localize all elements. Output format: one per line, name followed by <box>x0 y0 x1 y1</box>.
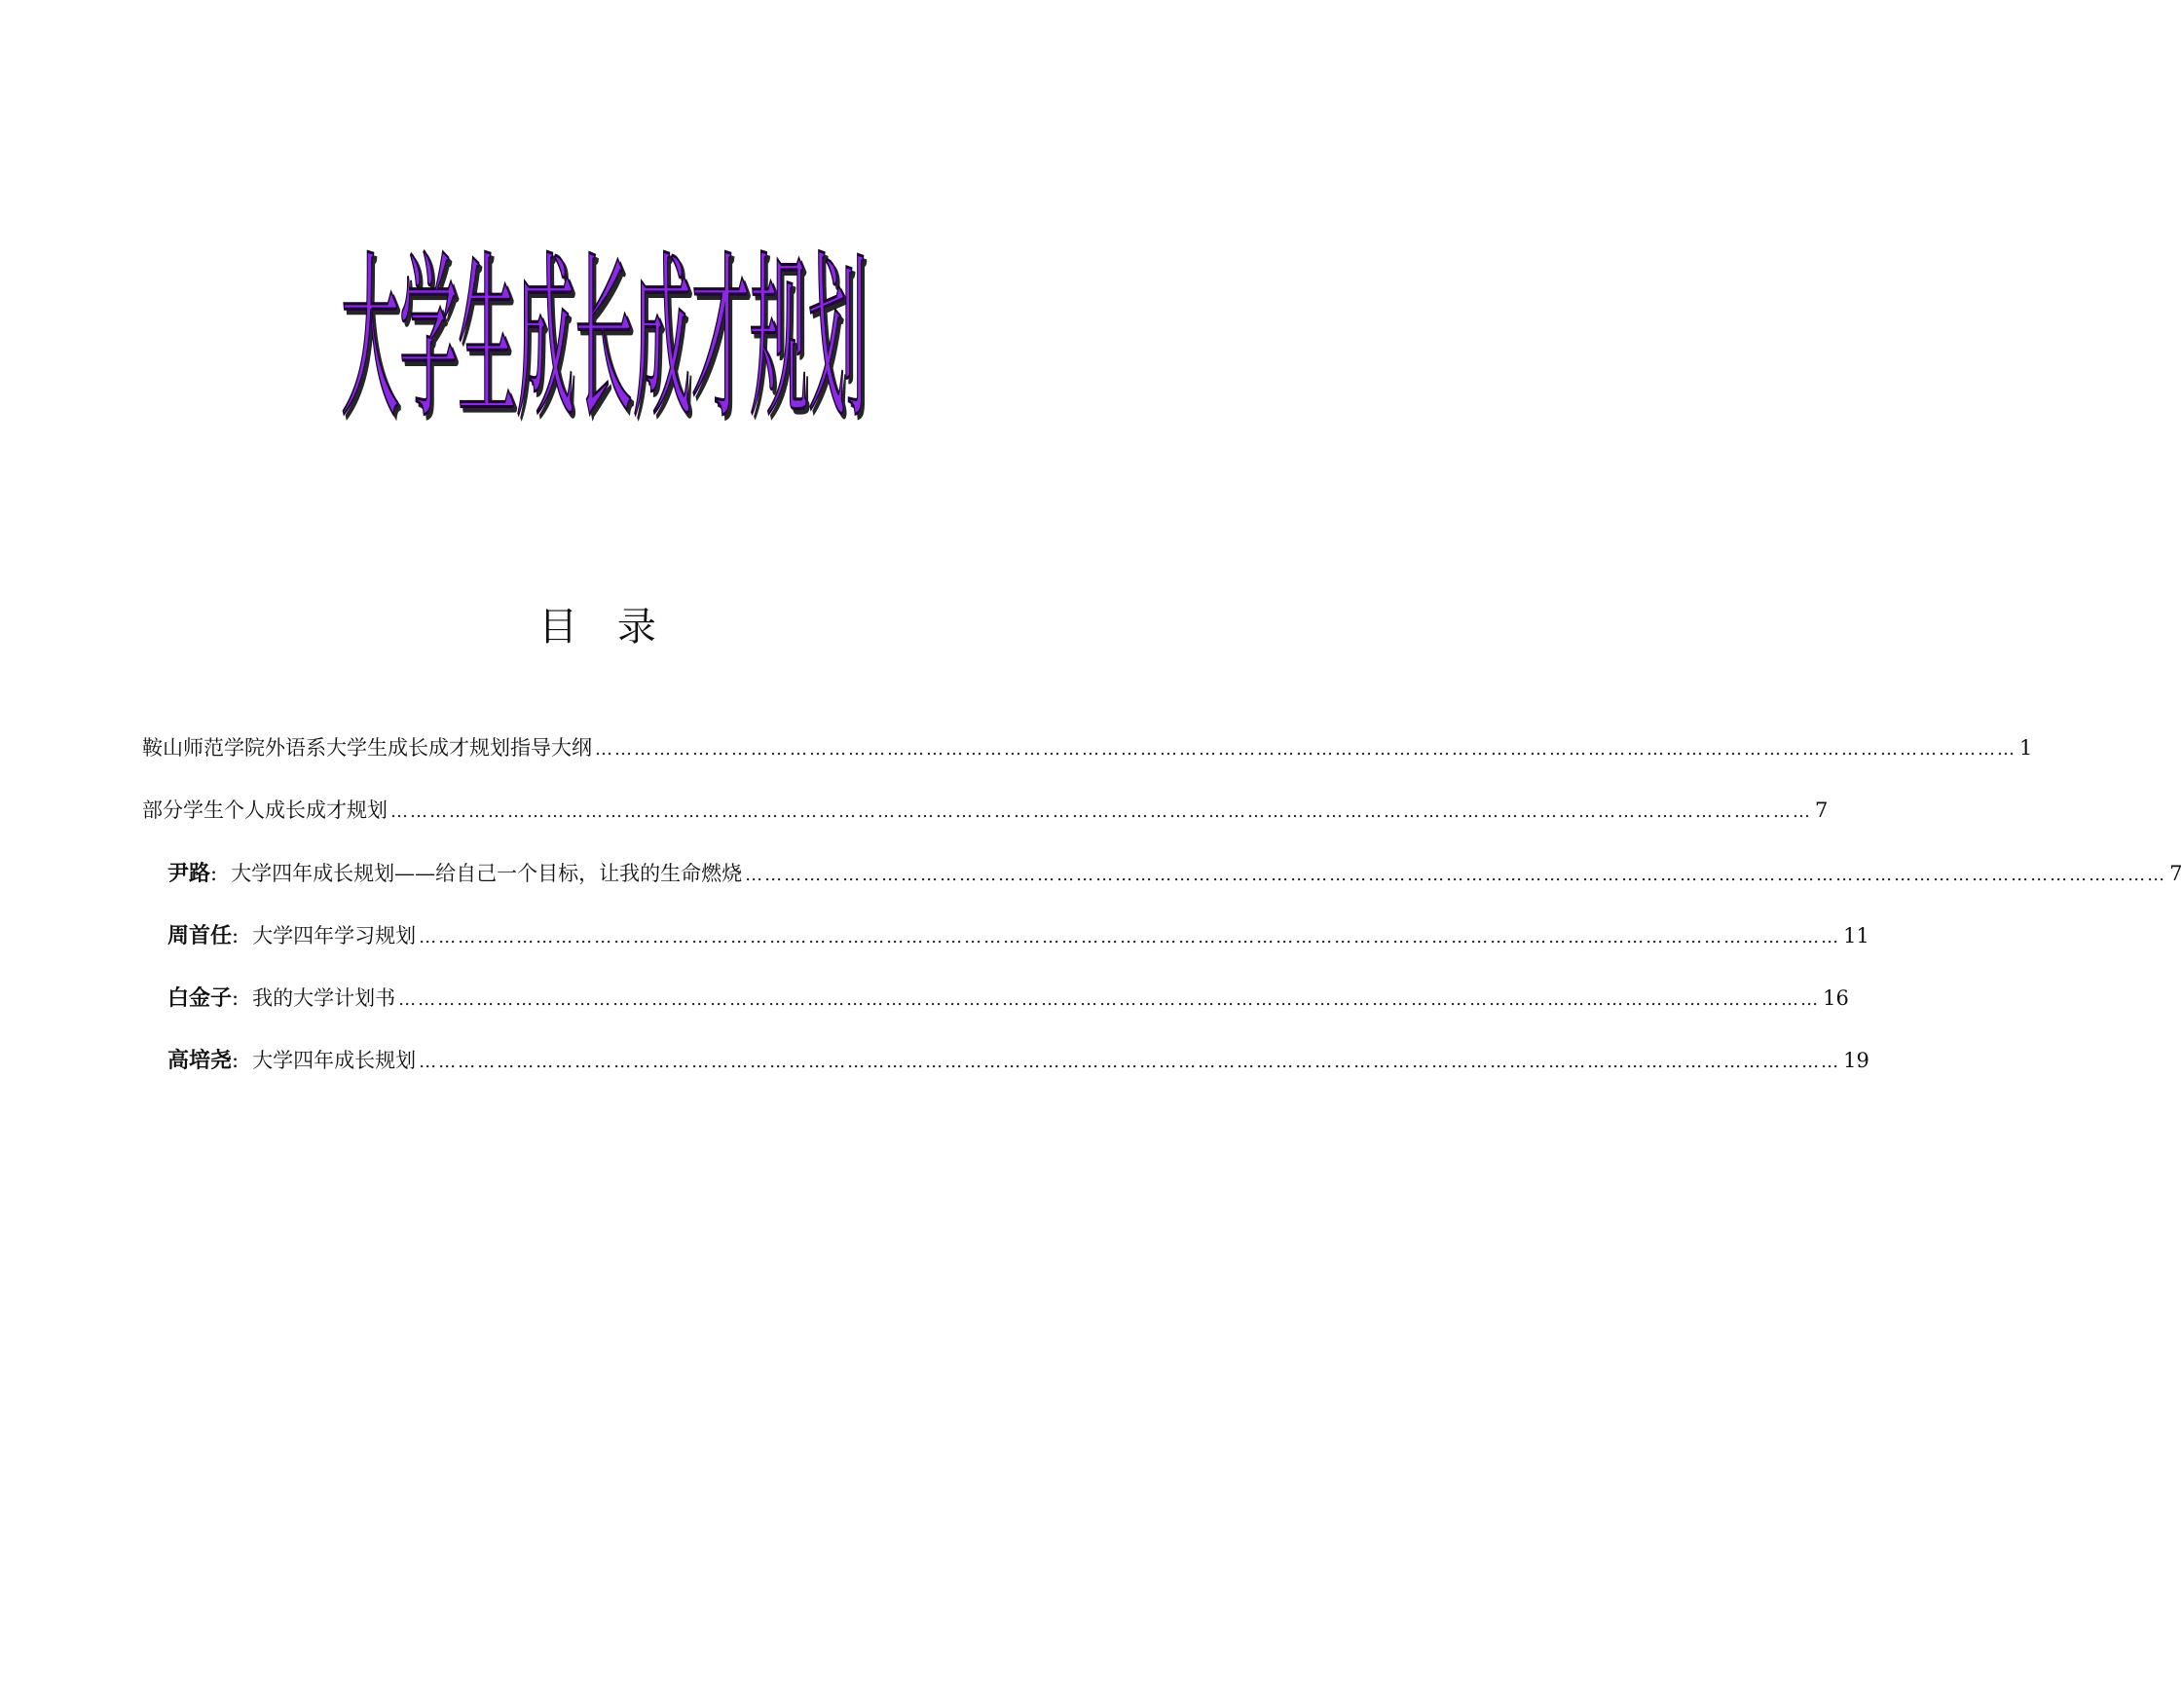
toc-entry-page: 1 <box>2019 736 2033 760</box>
toc-entry-title: 大学四年学习规划 <box>252 924 417 947</box>
toc-entry-title: 鞍山师范学院外语系大学生成长成才规划指导大纲 <box>142 736 592 760</box>
toc-entry[interactable] <box>142 732 2033 795</box>
toc-leader-dots <box>419 927 1840 947</box>
toc-leader-dots <box>745 865 2166 885</box>
toc-entry-author: 高培尧 <box>167 1049 233 1073</box>
toc-heading: 目 录 <box>538 605 670 650</box>
toc-entry[interactable] <box>142 982 1849 1044</box>
toc-entry-page: 7 <box>1815 798 1829 822</box>
toc-author-separator: : <box>232 986 240 1010</box>
toc-entry-title: 大学四年成长规划——给自己一个目标，让我的生命燃烧 <box>231 862 743 885</box>
toc-entry[interactable] <box>142 795 1829 857</box>
toc-entry[interactable] <box>142 1044 1869 1106</box>
toc-entry[interactable] <box>142 857 2182 919</box>
toc-entry-author: 白金子 <box>167 986 233 1011</box>
wordart-title-graphic <box>316 236 891 467</box>
toc-leader-dots <box>595 739 2016 760</box>
wordart-title-text: 大学生成长成才规划 <box>340 236 867 444</box>
toc-author-separator: : <box>232 1049 240 1072</box>
toc-entry-page: 19 <box>1843 1049 1869 1072</box>
toc-leader-dots <box>398 989 1820 1010</box>
toc-entry-title: 我的大学计划书 <box>252 986 396 1010</box>
toc-leader-dots <box>390 801 1812 822</box>
toc-author-separator: : <box>232 924 240 947</box>
toc-entry-page: 11 <box>1843 924 1869 947</box>
table-of-contents <box>142 732 2182 1106</box>
toc-entry-page: 16 <box>1823 986 1849 1010</box>
toc-entry-author: 尹路 <box>167 862 211 886</box>
toc-entry-author: 周首任 <box>167 924 233 948</box>
toc-entry[interactable] <box>142 919 1869 982</box>
toc-entry-title: 大学四年成长规划 <box>252 1049 417 1072</box>
toc-author-separator: : <box>210 862 218 885</box>
wordart-title <box>316 236 891 467</box>
toc-leader-dots <box>419 1052 1840 1072</box>
toc-entry-page: 7 <box>2169 862 2182 885</box>
toc-entry-title: 部分学生个人成长成才规划 <box>142 798 388 822</box>
